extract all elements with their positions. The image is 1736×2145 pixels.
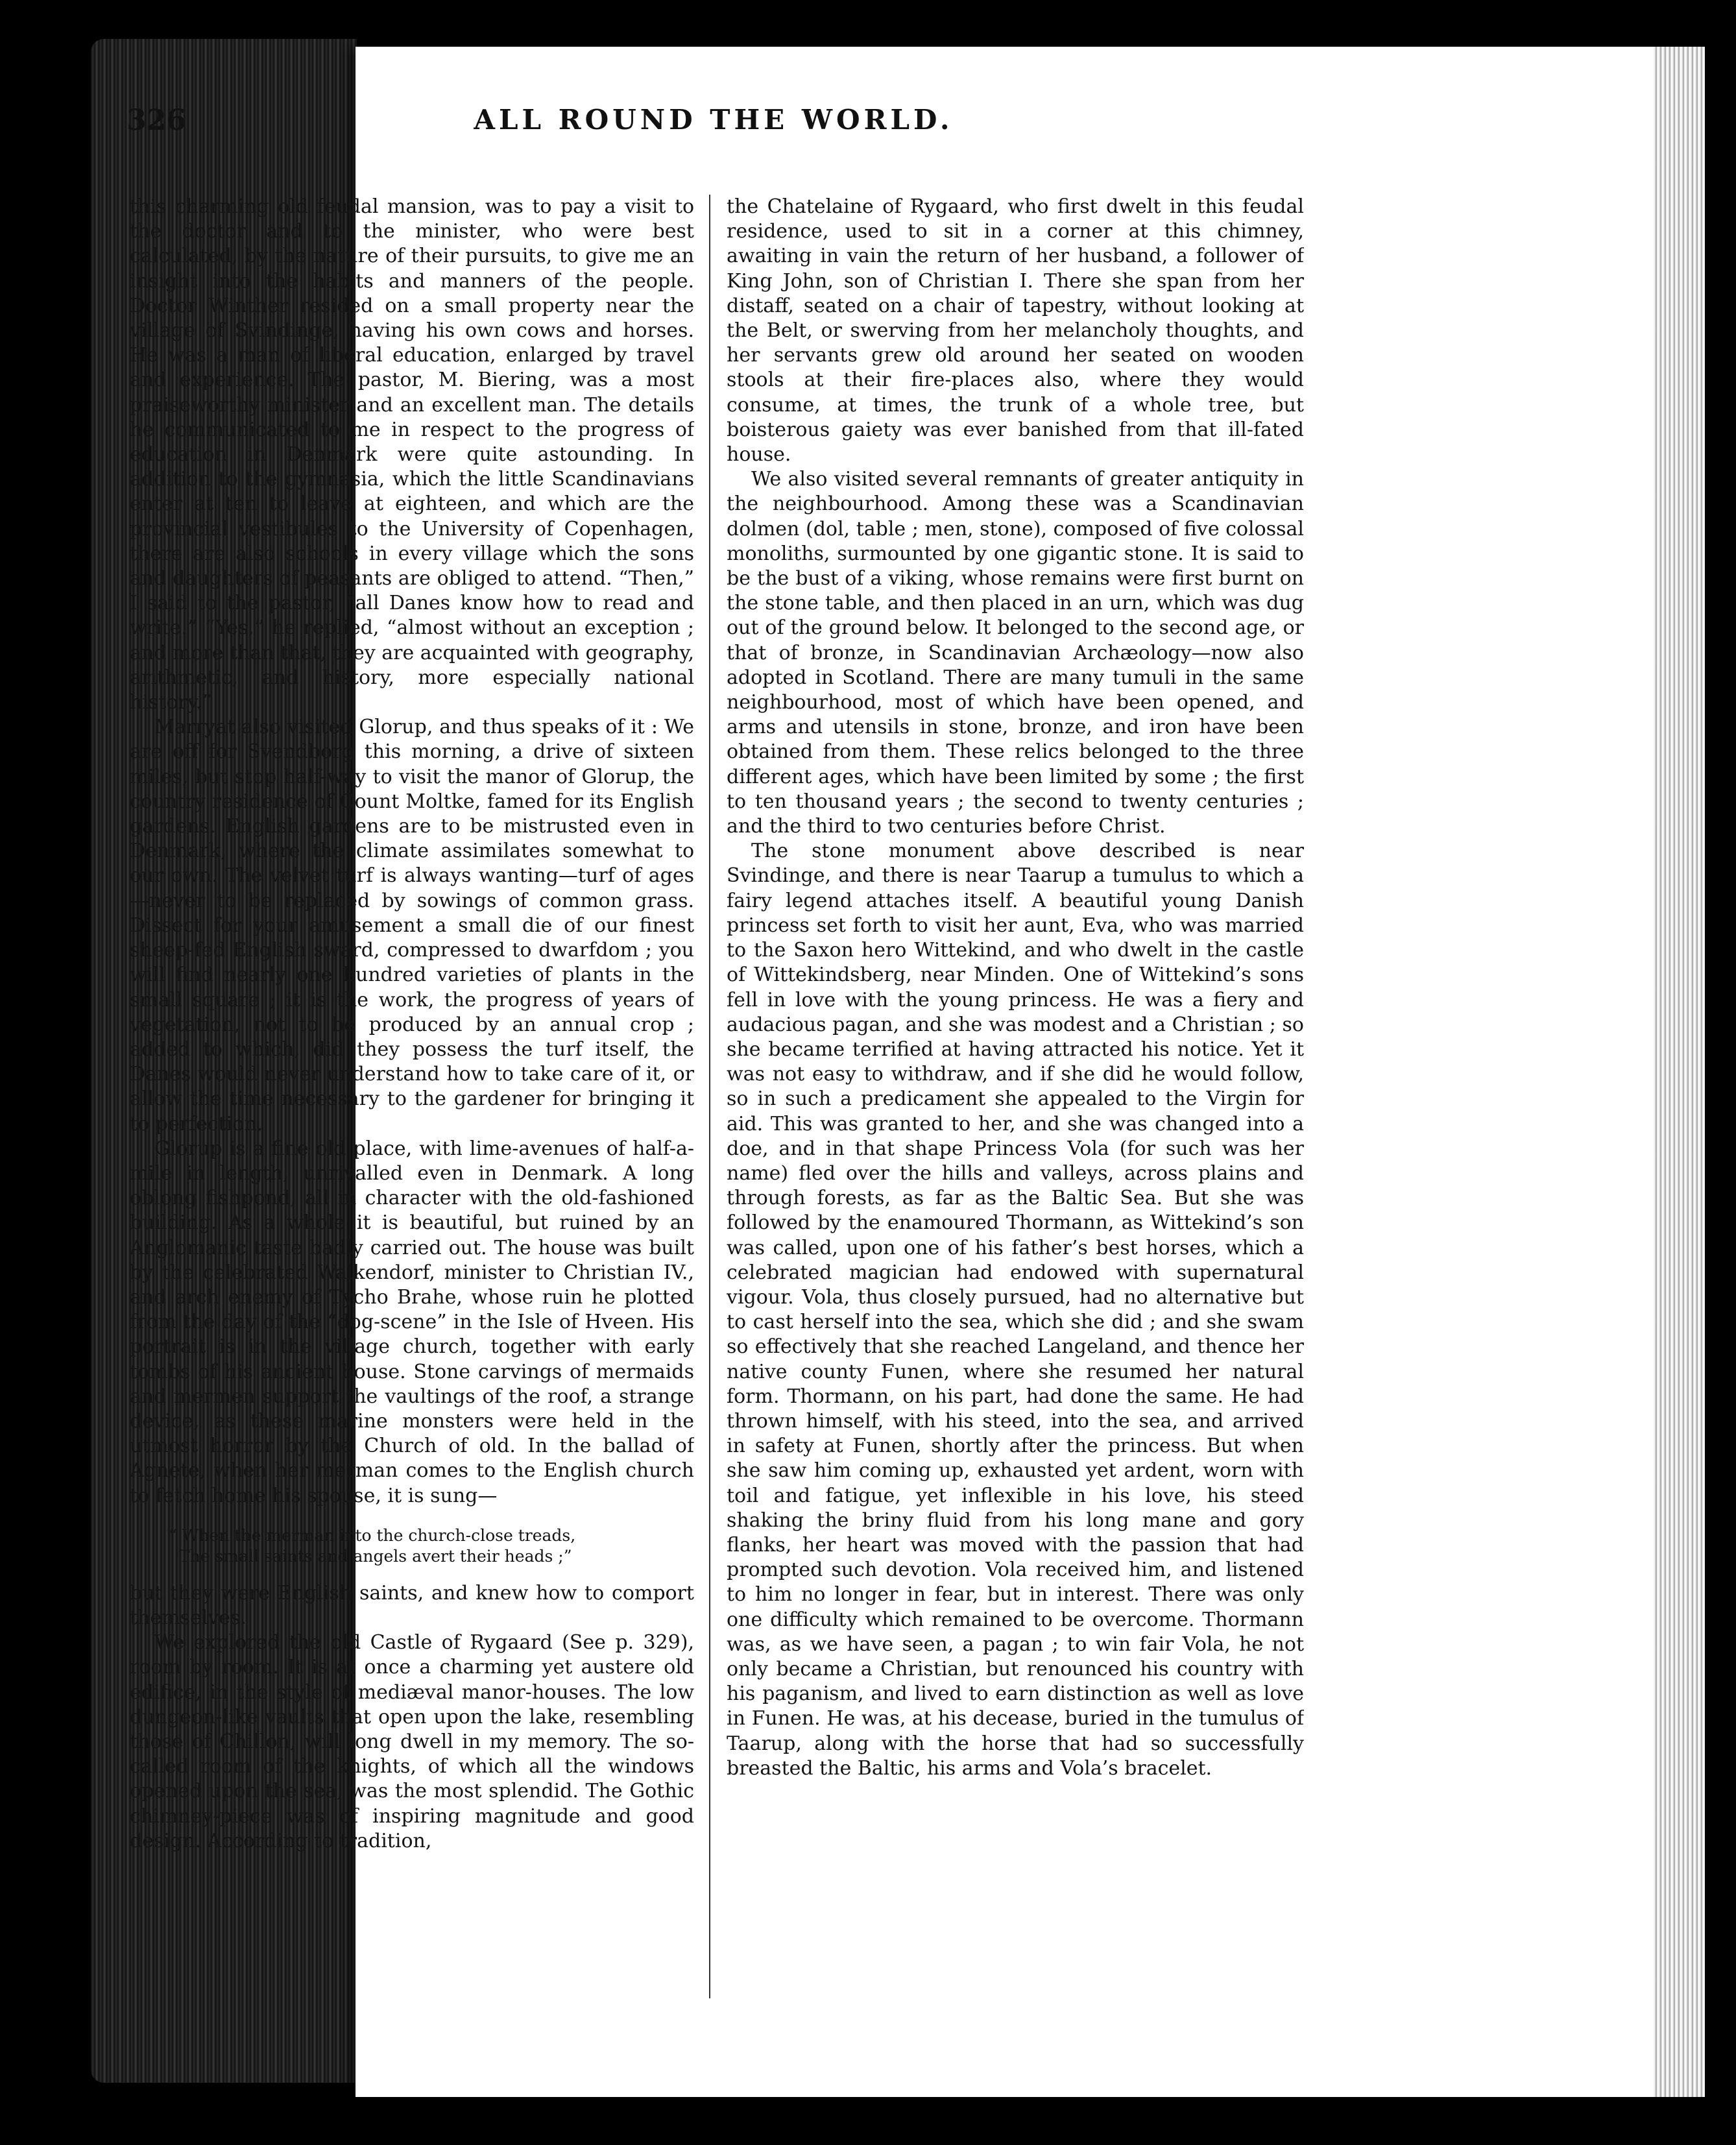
right-paragraph-2: We also visited several remnants of greater antiquity in the neighbourhood. Among these was a Scandinavian dolmen (dol, table ; men, stone), composed of five colossal monoliths, surmounted by one gigantic stone. It is said to be the bust of a viking, whose remains were first burnt on the stone table, and then placed in an urn, which was dug out of the ground below. It belonged to the second age, or that of bronze, in Scandinavian Archæology—now also adopted in Scotland. There are many tumuli in the same neighbourhood, most of which have been opened, and arms and utensils in stone, bronze, and iron have been obtained from them. These relics belonged to the three different ages, which have been limited by some ; the first to ten thousand years ; the second to twenty centuries ; and the third to two centuries before Christ. — [727, 468, 1304, 838]
right-paragraph-1: the Chatelaine of Rygaard, who first dwelt in this feudal residence, used to sit in a corner at this chimney, awaiting in vain the return of her husband, a follower of King John, son of Christian I. There she span from her distaff, seated on a chair of tapestry, without looking at the Belt, or swerving from her melancholy thoughts, and her servants grew old around her seated on wooden stools at their fire-places also, where they would consume, at times, the trunk of a whole tree, but boisterous gaiety was ever banished from that ill-fated house. — [727, 195, 1304, 467]
left-paragraph-5: We explored the old Castle of Rygaard (See p. 329), room by room. It is at once a charming yet austere old edifice, in the style of mediæval manor-houses. The low dungeon-like vaults that open upon the lake, resembling those of Chillon, will long dwell in my memory. The so-called room of the knights, of which all the windows opened upon the sea, was the most splendid. The Gothic chimney-piece was of inspiring magnitude and good design. According to tradition, — [130, 1631, 694, 1852]
left-paragraph-4: but they were English saints, and knew how to comport themselves. — [130, 1581, 694, 1629]
left-column — [130, 195, 694, 2011]
left-paragraph-2: Marryat also visited Glorup, and thus speaks of it : We are off for Svendborg this morning, a drive of sixteen miles, but stop half-way to visit the manor of Glorup, the country residence of Count Moltke, famed for its English gardens. English gardens are to be mistrusted even in Denmark, where the climate assimilates somewhat to our own. The velvet turf is always wanting—turf of ages—never to be replaced by sowings of common grass. Dissect for your amusement a small die of our finest sheep-fed English sward, compressed to dwarfdom ; you will find nearly one hundred varieties of plants in the small square ; it is the work, the progress of years of vegetation, not to be produced by an annual crop ; added to which, did they possess the turf itself, the Danes would never understand how to take care of it, or allow the time necessary to the gardener for bringing it to perfection. — [130, 716, 694, 1135]
running-title: ALL ROUND THE WORLD. — [474, 104, 954, 136]
page-number: 326 — [127, 104, 186, 137]
left-paragraph-3: Glorup is a fine old place, with lime-avenues of half-a-mile in length, unrivalled even in Denmark. A long oblong fishpond, all in character with the old-fashioned building. As a whole it is beautiful, but ruined by an Anglomanic taste badly carried out. The house was built by the celebrated Walkendorf, minister to Christian IV., and arch enemy of Tycho Brahe, whose ruin he plotted from the day of the “dog-scene” in the Isle of Hveen. His portrait is in the village church, together with early tombs of his ancient house. Stone carvings of mermaids and mermen support the vaultings of the roof, a strange device, as these marine monsters were held in the utmost horror by the Church of old. In the ballad of Agnete, when her merman comes to the English church to fetch home his spouse, it is sung— — [130, 1137, 694, 1507]
right-paragraph-3: The stone monument above described is near Svindinge, and there is near Taarup a tumulus to which a fairy legend attaches itself. A beautiful young Danish princess set forth to visit her aunt, Eva, who was married to the Saxon hero Wittekind, and who dwelt in the castle of Wittekindsberg, near Minden. One of Wittekind’s sons fell in love with the young princess. He was a fiery and audacious pagan, and she was modest and a Christian ; so she became terrified at having attracted his notice. Yet it was not easy to withdraw, and if she did he would follow, so in such a predicament she appealed to the Virgin for aid. This was granted to her, and she was changed into a doe, and in that shape Princess Vola (for such was her name) fled over the hills and valleys, across plains and through forests, as far as the Baltic Sea. But she was followed by the enamoured Thormann, as Wittekind’s son was called, upon one of his father’s best horses, which a celebrated magician had endowed with supernatural vigour. Vola, thus closely pursued, had no alternative but to cast herself into the sea, which she did ; and she swam so effectively that she reached Langeland, and thence her native county Funen, where she resumed her natural form. Thormann, on his part, had done the same. He had thrown himself, with his steed, into the sea, and arrived in safety at Funen, shortly after the princess. But when she saw him coming up, exhausted yet ardent, worn with toil and fatigue, yet inflexible in his love, his steed shaking the briny fluid from his long mane and gory flanks, her heart was moved with the passion that had prompted such devotion. Vola received him, and listened to him no longer in fear, but in interest. There was only one difficulty which remained to be overcome. Thormann was, as we have seen, a pagan ; to win fair Vola, he not only became a Christian, but renounced his country with his paganism, and lived to earn distinction as well as love in Funen. He was, at his decease, buried in the tumulus of Taarup, along with the horse that had so successfully breasted the Baltic, his arms and Vola’s bracelet. — [727, 840, 1304, 1780]
ballad-verse — [169, 1525, 694, 1567]
verse-line-1: “ When the merman into the church-close treads, — [169, 1525, 576, 1545]
page-edges — [1653, 47, 1705, 2097]
right-column — [727, 195, 1304, 2011]
page-header — [127, 97, 1301, 149]
column-divider — [709, 195, 710, 1998]
verse-line-2: The small saints and angels avert their heads ;” — [179, 1546, 572, 1566]
left-paragraph-1: this charming old feudal mansion, was to pay a visit to the doctor and to the minister, who were best calculated, by the nature of their pursuits, to give me an insight into the habits and manners of the people. Doctor Winther resided on a small property near the village of Svindinge, having his own cows and horses. He was a man of liberal education, enlarged by travel and experience. The pastor, M. Biering, was a most praiseworthy minister and an excellent man. The details he communicated to me in respect to the progress of education in Denmark were quite astounding. In addition to the gymnasia, which the little Scandinavians enter at ten to leave at eighteen, and which are the provincial vestibules to the University of Copenhagen, there are also schools in every village which the sons and daughters of peasants are obliged to attend. “Then,” I said to the pastor, “all Danes know how to read and write.” “Yes,” he replied, “almost without an exception ; and more than that, they are acquainted with geography, arithmetic, and history, more especially national history.” — [130, 195, 694, 714]
